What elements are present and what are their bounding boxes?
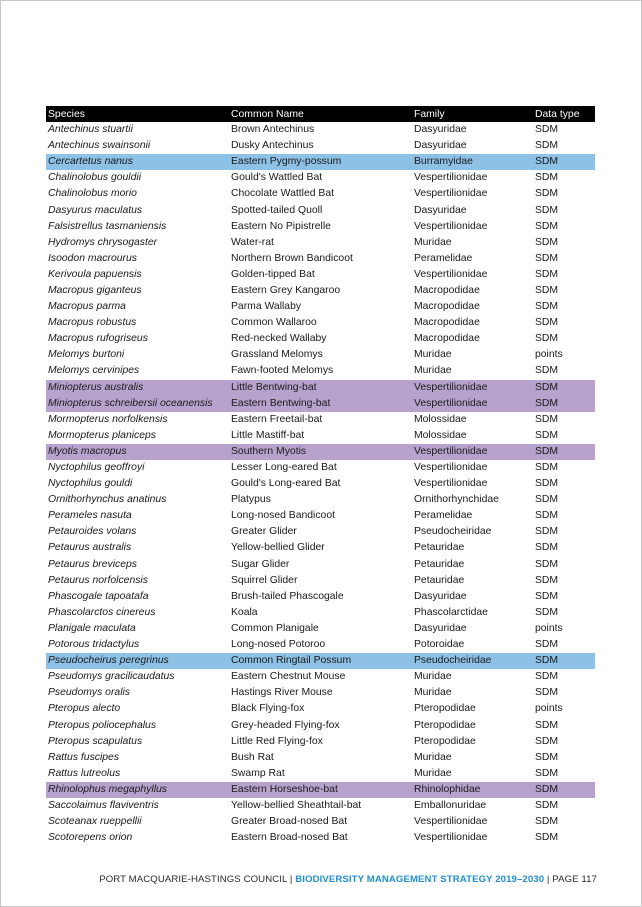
table-row [46,444,595,460]
cell-data-type: SDM [535,188,559,200]
cell-family: Petauridae [414,558,465,570]
cell-data-type: SDM [535,172,559,184]
cell-species: Rattus lutreolus [48,767,121,779]
table-row [46,122,595,138]
table-body [46,122,595,846]
cell-family: Dasyuridae [414,124,467,136]
page-footer [0,874,597,885]
table-row [46,524,595,540]
table-row [46,605,595,621]
cell-data-type: SDM [535,268,559,280]
cell-species: Dasyurus maculatus [48,204,143,216]
cell-family: Dasyuridae [414,590,467,602]
cell-family: Pseudocheiridae [414,526,492,538]
table-row [46,734,595,750]
cell-species: Mormopterus norfolkensis [48,413,168,425]
footer-council: PORT MACQUARIE-HASTINGS COUNCIL [99,874,288,885]
cell-common-name: Spotted-tailed Quoll [231,204,323,216]
cell-data-type: points [535,622,563,634]
cell-family: Muridae [414,767,452,779]
table-row [46,267,595,283]
table-row [46,685,595,701]
cell-data-type: SDM [535,252,559,264]
cell-family: Burramyidae [412,154,533,170]
cell-family: Vespertilionidae [414,478,488,490]
cell-common-name: Common Planigale [231,622,319,634]
table-row [46,363,595,379]
cell-family: Emballonuridae [414,799,487,811]
header-family: Family [412,106,533,122]
cell-data-type: SDM [535,510,559,522]
cell-family: Molossidae [414,413,467,425]
cell-family: Dasyuridae [414,622,467,634]
cell-family: Muridae [414,236,452,248]
table-row [46,331,595,347]
cell-family: Vespertilionidae [414,462,488,474]
table-row [46,637,595,653]
cell-data-type: SDM [533,782,595,798]
cell-family: Rhinolophidae [412,782,533,798]
table-row [46,251,595,267]
cell-species: Scoteanax rueppellii [48,816,142,828]
cell-species: Miniopterus australis [46,380,229,396]
cell-family: Vespertilionidae [412,396,533,412]
cell-data-type: SDM [535,751,559,763]
cell-common-name: Swamp Rat [231,767,285,779]
table-row [46,557,595,573]
table-row [46,540,595,556]
cell-family: Vespertilionidae [414,172,488,184]
table-row [46,170,595,186]
table-row [46,830,595,846]
cell-data-type: SDM [535,735,559,747]
table-row [46,669,595,685]
cell-family: Vespertilionidae [412,444,533,460]
cell-species: Pseudocheirus peregrinus [46,653,229,669]
cell-data-type: SDM [535,526,559,538]
cell-species: Nyctophilus gouldi [48,478,133,490]
cell-data-type: SDM [535,236,559,248]
table-row [46,814,595,830]
cell-species: Pteropus scapulatus [48,735,143,747]
cell-species: Miniopterus schreibersii oceanensis [46,396,229,412]
cell-family: Ornithorhynchidae [414,494,499,506]
cell-species: Phascolarctos cinereus [48,606,156,618]
cell-data-type: SDM [535,284,559,296]
cell-common-name: Dusky Antechinus [231,140,314,152]
cell-common-name: Bush Rat [231,751,274,763]
cell-data-type: SDM [535,832,559,844]
cell-common-name: Red-necked Wallaby [231,333,327,345]
cell-common-name: Brush-tailed Phascogale [231,590,344,602]
header-data-type: Data type [533,106,595,122]
table-row [46,508,595,524]
cell-family: Pteropodidae [414,719,476,731]
cell-family: Muridae [414,671,452,683]
cell-common-name: Common Ringtail Possum [229,653,412,669]
table-row [46,460,595,476]
cell-species: Pseudomys gracilicaudatus [48,671,175,683]
cell-common-name: Eastern Grey Kangaroo [231,284,341,296]
cell-common-name: Lesser Long-eared Bat [231,462,337,474]
cell-data-type: SDM [535,590,559,602]
cell-species: Pteropus alecto [48,703,121,715]
table-row [46,492,595,508]
cell-family: Macropodidae [414,333,480,345]
cell-data-type: SDM [535,671,559,683]
cell-data-type: SDM [535,799,559,811]
cell-data-type: SDM [535,719,559,731]
table-row [46,412,595,428]
cell-data-type: SDM [535,478,559,490]
cell-species: Myotis macropus [46,444,229,460]
cell-data-type: SDM [535,542,559,554]
cell-family: Molossidae [414,429,467,441]
cell-data-type: SDM [535,687,559,699]
cell-family: Muridae [414,349,452,361]
cell-common-name: Chocolate Wattled Bat [231,188,334,200]
cell-family: Peramelidae [414,510,473,522]
cell-species: Macropus rufogriseus [48,333,148,345]
table-row [46,283,595,299]
cell-species: Macropus parma [48,301,126,313]
cell-common-name: Grassland Melomys [231,349,323,361]
header-species: Species [46,106,229,122]
cell-species: Antechinus swainsonii [48,140,151,152]
cell-common-name: Northern Brown Bandicoot [231,252,353,264]
cell-data-type: SDM [535,429,559,441]
table-row [46,219,595,235]
table-row [46,315,595,331]
footer-separator: | [546,874,550,885]
cell-data-type: SDM [535,494,559,506]
cell-common-name: Sugar Glider [231,558,290,570]
cell-species: Perameles nasuta [48,510,132,522]
table-header-row [46,106,595,122]
cell-common-name: Koala [231,606,258,618]
cell-common-name: Gould's Wattled Bat [231,172,323,184]
cell-species: Macropus robustus [48,317,137,329]
cell-species: Melomys cervinipes [48,365,140,377]
cell-data-type: SDM [533,653,595,669]
cell-species: Chalinolobus gouldii [48,172,142,184]
cell-common-name: Parma Wallaby [231,301,302,313]
cell-data-type: SDM [533,444,595,460]
cell-family: Dasyuridae [414,140,467,152]
table-row [46,766,595,782]
cell-species: Rhinolophus megaphyllus [46,782,229,798]
table-row [46,154,595,170]
table-row [46,235,595,251]
table-row [46,701,595,717]
cell-family: Vespertilionidae [414,832,488,844]
cell-data-type: SDM [535,317,559,329]
cell-common-name: Eastern Pygmy-possum [229,154,412,170]
cell-common-name: Little Red Flying-fox [231,735,323,747]
cell-family: Petauridae [414,542,465,554]
cell-common-name: Golden-tipped Bat [231,268,315,280]
cell-data-type: SDM [535,413,559,425]
cell-data-type: SDM [535,220,559,232]
cell-species: Melomys burtoni [48,349,125,361]
cell-common-name: Water-rat [231,236,274,248]
footer-page-number: PAGE 117 [552,874,597,885]
cell-data-type: SDM [535,816,559,828]
cell-data-type: SDM [533,380,595,396]
cell-family: Vespertilionidae [412,380,533,396]
cell-family: Vespertilionidae [414,220,488,232]
cell-data-type: SDM [535,365,559,377]
table-row [46,380,595,396]
cell-data-type: SDM [535,574,559,586]
cell-species: Ornithorhynchus anatinus [48,494,167,506]
cell-species: Potorous tridactylus [48,639,140,651]
cell-data-type: points [535,703,563,715]
cell-family: Muridae [414,365,452,377]
cell-common-name: Black Flying-fox [231,703,305,715]
cell-common-name: Platypus [231,494,271,506]
cell-family: Macropodidae [414,301,480,313]
cell-species: Pseudomys oralis [48,687,131,699]
cell-data-type: SDM [535,558,559,570]
cell-family: Petauridae [414,574,465,586]
cell-species: Planigale maculata [48,622,136,634]
cell-species: Petaurus norfolcensis [48,574,148,586]
cell-species: Isoodon macrourus [48,252,137,264]
cell-species: Chalinolobus morio [48,188,137,200]
table-row [46,186,595,202]
table-row [46,717,595,733]
cell-common-name: Eastern Broad-nosed Bat [231,832,348,844]
table-row [46,202,595,218]
cell-family: Pseudocheiridae [412,653,533,669]
table-row [46,428,595,444]
table-row [46,798,595,814]
cell-common-name: Greater Glider [231,526,297,538]
cell-data-type: SDM [535,639,559,651]
cell-data-type: points [535,349,563,361]
cell-data-type: SDM [535,140,559,152]
table-row [46,396,595,412]
cell-data-type: SDM [533,154,595,170]
cell-data-type: SDM [535,462,559,474]
cell-family: Macropodidae [414,284,480,296]
table-row [46,299,595,315]
cell-family: Macropodidae [414,317,480,329]
cell-family: Dasyuridae [414,204,467,216]
cell-family: Vespertilionidae [414,188,488,200]
cell-common-name: Long-nosed Potoroo [231,639,326,651]
table-row [46,782,595,798]
cell-data-type: SDM [535,606,559,618]
cell-species: Phascogale tapoatafa [48,590,149,602]
cell-data-type: SDM [535,301,559,313]
cell-common-name: Little Mastiff-bat [231,429,305,441]
cell-family: Phascolarctidae [414,606,488,618]
cell-common-name: Greater Broad-nosed Bat [231,816,348,828]
cell-common-name: Eastern Chestnut Mouse [231,671,346,683]
cell-species: Nyctophilus geoffroyi [48,462,145,474]
cell-data-type: SDM [535,767,559,779]
footer-separator: | [289,874,293,885]
cell-species: Petaurus breviceps [48,558,137,570]
cell-common-name: Squirrel Glider [231,574,298,586]
cell-family: Vespertilionidae [414,816,488,828]
cell-family: Muridae [414,751,452,763]
table-row [46,347,595,363]
cell-species: Mormopterus planiceps [48,429,156,441]
cell-common-name: Long-nosed Bandicoot [231,510,335,522]
table-row [46,589,595,605]
cell-data-type: SDM [535,333,559,345]
cell-species: Petaurus australis [48,542,132,554]
cell-common-name: Eastern Horseshoe-bat [229,782,412,798]
cell-data-type: SDM [533,396,595,412]
cell-family: Vespertilionidae [414,268,488,280]
cell-common-name: Hastings River Mouse [231,687,333,699]
cell-species: Pteropus poliocephalus [48,719,157,731]
cell-family: Pteropodidae [414,703,476,715]
cell-common-name: Fawn-footed Melomys [231,365,334,377]
cell-family: Peramelidae [414,252,473,264]
cell-species: Scotorepens orion [48,832,133,844]
cell-common-name: Eastern No Pipistrelle [231,220,331,232]
footer-strategy-title: BIODIVERSITY MANAGEMENT STRATEGY 2019–2030 [295,874,545,885]
cell-species: Cercartetus nanus [46,154,229,170]
cell-common-name: Yellow-bellied Sheathtail-bat [231,799,362,811]
cell-common-name: Yellow-bellied Glider [231,542,325,554]
cell-common-name: Southern Myotis [229,444,412,460]
cell-common-name: Gould's Long-eared Bat [231,478,341,490]
table-row [46,138,595,154]
header-common-name: Common Name [229,106,412,122]
cell-species: Kerivoula papuensis [48,268,142,280]
table-row [46,653,595,669]
cell-common-name: Eastern Bentwing-bat [229,396,412,412]
cell-data-type: SDM [535,204,559,216]
cell-common-name: Grey-headed Flying-fox [231,719,340,731]
cell-species: Falsistrellus tasmaniensis [48,220,167,232]
cell-data-type: SDM [535,124,559,136]
cell-family: Muridae [414,687,452,699]
cell-common-name: Little Bentwing-bat [229,380,412,396]
cell-common-name: Eastern Freetail-bat [231,413,323,425]
cell-species: Antechinus stuartii [48,124,133,136]
cell-species: Hydromys chrysogaster [48,236,158,248]
table-row [46,621,595,637]
cell-common-name: Common Wallaroo [231,317,317,329]
cell-species: Saccolaimus flaviventris [48,799,159,811]
table-row [46,750,595,766]
species-table [46,106,595,846]
cell-family: Potoroidae [414,639,465,651]
cell-species: Rattus fuscipes [48,751,120,763]
cell-species: Macropus giganteus [48,284,142,296]
table-row [46,476,595,492]
cell-species: Petauroides volans [48,526,137,538]
cell-common-name: Brown Antechinus [231,124,315,136]
table-row [46,573,595,589]
cell-family: Pteropodidae [414,735,476,747]
